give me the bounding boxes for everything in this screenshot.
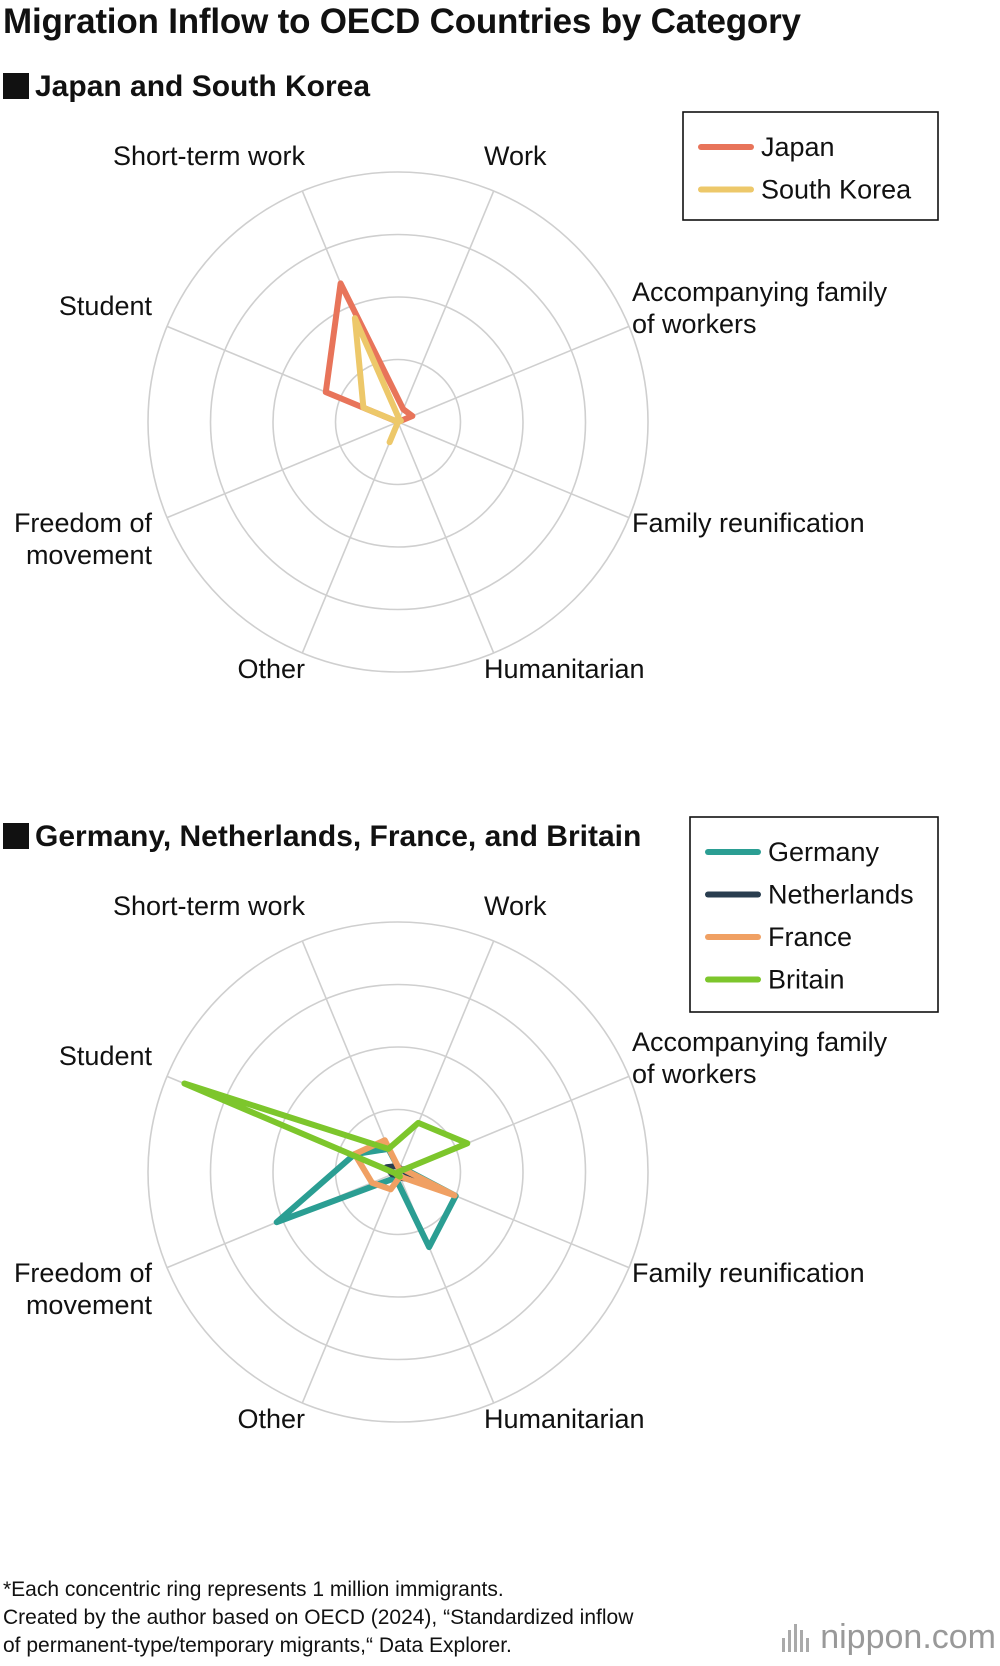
- axis-label: Short-term work: [112, 141, 305, 171]
- source-line-2: of permanent-type/temporary migrants,“ Data Explorer.: [3, 1634, 512, 1657]
- axis-label: Other: [237, 1404, 305, 1434]
- grid-spoke: [398, 326, 629, 422]
- legend-label: Britain: [768, 964, 845, 995]
- axis-label: Freedom of movement: [13, 508, 152, 570]
- logo-bars-icon: [782, 1622, 812, 1661]
- axis-label: Humanitarian: [484, 1404, 645, 1434]
- square-bullet-icon: [3, 73, 29, 99]
- axis-label: Work: [484, 141, 547, 171]
- nippon-logo: [782, 1618, 996, 1661]
- radar-chart-japan-korea: [0, 105, 1000, 825]
- axis-label: Short-term work: [112, 891, 305, 921]
- axis-label: Other: [237, 654, 305, 684]
- axis-label: Accompanying family of workers: [632, 1027, 888, 1089]
- grid-spoke: [302, 422, 398, 653]
- legend-label: Japan: [761, 132, 835, 162]
- chart-1-title: [3, 70, 370, 104]
- radar-chart-europe: [0, 837, 1000, 1575]
- axis-label: Student: [58, 1041, 152, 1071]
- chart-1-title-text: Japan and South Korea: [35, 70, 371, 103]
- series-britain: [184, 1084, 467, 1177]
- axis-label: Freedom of movement: [13, 1258, 152, 1320]
- grid-spoke: [167, 422, 398, 518]
- axis-label: Humanitarian: [484, 654, 645, 684]
- ring-note: *Each concentric ring represents 1 million immigrants.: [3, 1578, 504, 1601]
- logo-text: nippon.com: [820, 1618, 996, 1656]
- legend: [690, 817, 938, 1012]
- axis-label: Work: [484, 891, 547, 921]
- legend-label: France: [768, 922, 853, 952]
- axis-label: Student: [58, 291, 152, 321]
- legend: [683, 112, 938, 220]
- axis-label: Family reunification: [632, 508, 865, 538]
- grid-spoke: [398, 191, 494, 422]
- grid-spoke: [398, 422, 629, 518]
- legend-label: Germany: [768, 837, 880, 867]
- chart-2-title-text: Germany, Netherlands, France, and Britain: [35, 820, 642, 853]
- legend-label: Netherlands: [768, 879, 914, 910]
- chart-2-title: [3, 820, 641, 854]
- axis-label: Family reunification: [632, 1258, 865, 1288]
- grid-spoke: [398, 422, 494, 653]
- page-title: Migration Inflow to OECD Countries by Category: [3, 2, 801, 41]
- legend-label: South Korea: [761, 174, 912, 205]
- axis-label: Accompanying family of workers: [632, 277, 888, 339]
- source-line-1: Created by the author based on OECD (2024), “Standardized inflow: [3, 1606, 634, 1629]
- square-bullet-icon: [3, 823, 29, 849]
